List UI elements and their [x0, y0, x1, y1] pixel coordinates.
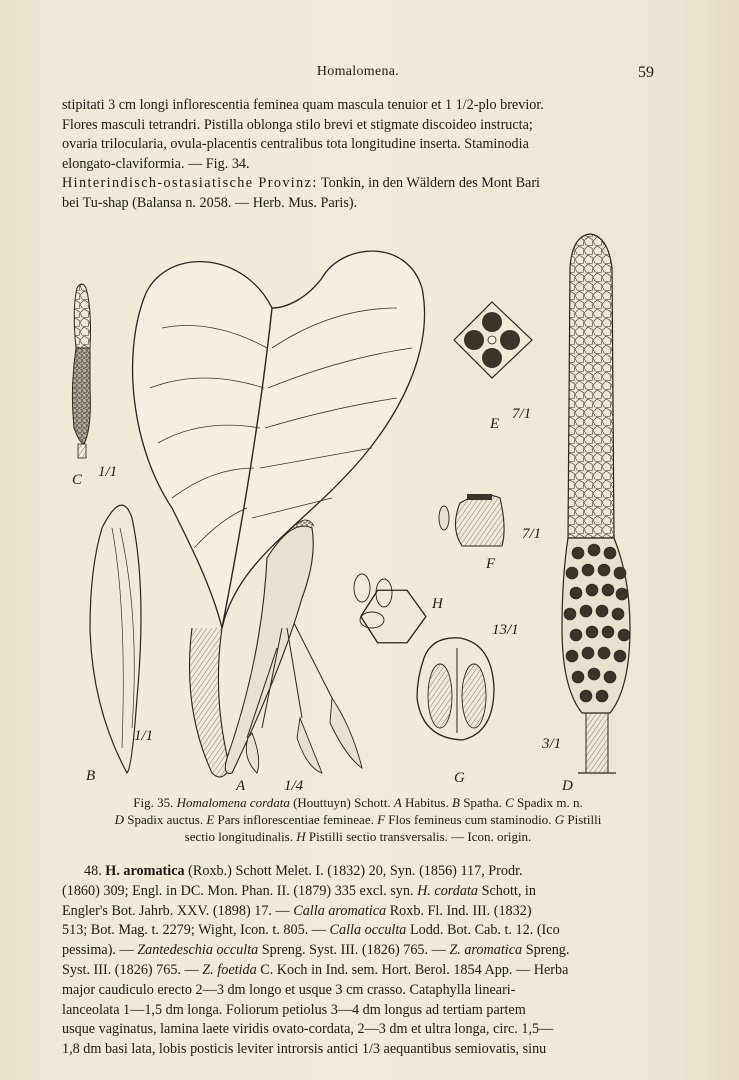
caption-key-g: G	[554, 812, 565, 827]
entry-line: lanceolata 1—1,5 dm longa. Foliorum petiolus 3—4 dm longus ad tertiam partem	[62, 1001, 526, 1018]
caption-key-c: C	[505, 795, 514, 810]
figure-d-spadix	[562, 234, 630, 773]
entry-text: Spreng. Syst. III. (1826) 765. —	[261, 942, 446, 959]
label-f: F	[486, 556, 496, 572]
caption-fig-no: Fig. 35.	[133, 795, 174, 810]
entry-synonym: Z. aromatica	[449, 942, 523, 959]
entry-text: Engler's Bot. Jahrb. XXV. (1898) 17. —	[62, 902, 290, 919]
caption-line-3	[62, 828, 654, 845]
entry-synonym: Calla aromatica	[293, 902, 387, 919]
entry-synonym: Calla occulta	[329, 922, 407, 939]
figure-g-detail	[417, 638, 494, 740]
caption-text-f: Flos femineus cum staminodio.	[388, 812, 552, 827]
label-e: E	[490, 416, 500, 432]
caption-authority: (Houttuyn) Schott.	[293, 795, 391, 810]
entry-text: (1860) 309; Engl. in DC. Mon. Phan. II. (1879) 335 excl. syn.	[62, 882, 414, 899]
running-head	[62, 64, 654, 84]
entry-text: Spreng.	[525, 942, 570, 959]
entry-line	[62, 961, 654, 981]
entry-text: Syst. III. (1826) 765. —	[62, 961, 199, 978]
text-line: stipitati 3 cm longi inflorescentia feminea quam mascula tenuior et 1 1/2-plo brevior.	[62, 97, 544, 113]
entry-text: Schott, in	[481, 882, 536, 899]
caption-text-h: Pistilli sectio transversalis. — Icon. origin.	[308, 829, 532, 844]
province-line	[62, 174, 654, 194]
label-f-scale: 7/1	[522, 526, 542, 542]
entry-synonym: Z. foetida	[202, 961, 257, 978]
caption-key-f: F	[377, 812, 386, 827]
entry-line	[62, 941, 654, 961]
entry-line	[62, 921, 654, 941]
caption-text-g: Pistilli	[567, 812, 602, 827]
caption-key-h: H	[296, 829, 306, 844]
entry-line	[62, 862, 654, 882]
label-h: H	[432, 596, 443, 612]
figure-a-habitus	[133, 251, 425, 777]
entry-synonym: Zantedeschia occulta	[137, 942, 259, 959]
label-a: A	[236, 778, 246, 794]
text-line: ovaria trilocularia, ovula-placentis centralibus tota longitudine inserta. Staminodia	[62, 136, 529, 153]
entry-line: 1,8 dm basi lata, lobis posticis leviter introrsis antici 1/3 aequantibus semiovatis, sinu	[62, 1041, 547, 1058]
label-g-scale: 13/1	[492, 622, 519, 638]
figure-caption	[62, 794, 654, 845]
entry-synonym: H. cordata	[417, 882, 479, 899]
entry-number: 48.	[84, 863, 102, 879]
plate-illustration	[62, 228, 662, 796]
caption-text-b: Spatha.	[463, 795, 502, 810]
top-paragraph	[62, 96, 654, 214]
entry-text: 513; Bot. Mag. t. 2279; Wight, Icon. t. 805. —	[62, 922, 326, 939]
caption-key-b: B	[452, 795, 460, 810]
species-entry	[62, 862, 654, 1060]
entry-text: pessima). —	[62, 942, 134, 959]
caption-text-a: Habitus.	[405, 795, 449, 810]
entry-text: Roxb. Fl. Ind. III. (1832)	[389, 902, 532, 919]
caption-text-g2: sectio longitudinalis.	[184, 829, 293, 844]
caption-line-2	[62, 811, 654, 828]
text-line: Flores masculi tetrandri. Pistilla oblonga stilo brevi et stigmate discoideo instructa;	[62, 116, 533, 133]
label-b-scale: 1/1	[134, 728, 154, 744]
caption-line-1	[62, 794, 654, 811]
label-c: C	[72, 472, 83, 488]
label-e-scale: 7/1	[512, 406, 532, 422]
entry-name: H. aromatica	[105, 863, 185, 879]
figure-h-detail	[354, 574, 426, 643]
page-number: 59	[638, 64, 654, 81]
caption-text-e: Pars inflorescentiae femineae.	[217, 812, 374, 827]
province-label: Hinterindisch-ostasiatische Provinz:	[62, 175, 318, 192]
figure-f-detail	[439, 494, 504, 546]
label-g: G	[454, 770, 465, 786]
text-line: bei Tu-shap (Balansa n. 2058. — Herb. Mus. Paris).	[62, 194, 358, 211]
figure-e-detail	[454, 302, 532, 378]
label-a-scale: 1/4	[284, 778, 304, 794]
caption-key-a: A	[393, 795, 402, 810]
label-d-scale: 3/1	[542, 736, 562, 752]
caption-key-d: D	[114, 812, 125, 827]
entry-line	[62, 902, 654, 922]
caption-key-e: E	[206, 812, 215, 827]
label-d: D	[562, 778, 573, 794]
label-c-scale: 1/1	[98, 464, 118, 480]
caption-species: Homalomena cordata	[176, 795, 290, 810]
entry-line: usque vaginatus, lamina laete viridis ovato-cordata, 2—3 dm et ultra longa, circ. 1,5—	[62, 1021, 554, 1038]
entry-text: (Roxb.) Schott Melet. I. (1832) 20, Syn. (1856) 117, Prodr.	[188, 863, 523, 879]
figure-c-spadix	[72, 284, 90, 458]
province-text: Tonkin, in den Wäldern des Mont Bari	[320, 175, 540, 192]
caption-text-c: Spadix m. n.	[517, 795, 583, 810]
entry-text: C. Koch in Ind. sem. Hort. Berol. 1854 App. — Herba	[260, 961, 569, 978]
caption-text-d: Spadix auctus.	[127, 812, 204, 827]
running-title: Homalomena.	[316, 64, 400, 79]
entry-line	[62, 882, 654, 902]
entry-text: Lodd. Bot. Cab. t. 12. (Ico	[409, 922, 560, 939]
label-b: B	[86, 768, 96, 784]
entry-line: major caudiculo erecto 2—3 dm longo et usque 3 cm crasso. Cataphylla lineari-	[62, 981, 516, 998]
botanical-plate	[62, 228, 662, 796]
text-line: elongato-claviformia. — Fig. 34.	[62, 155, 250, 172]
